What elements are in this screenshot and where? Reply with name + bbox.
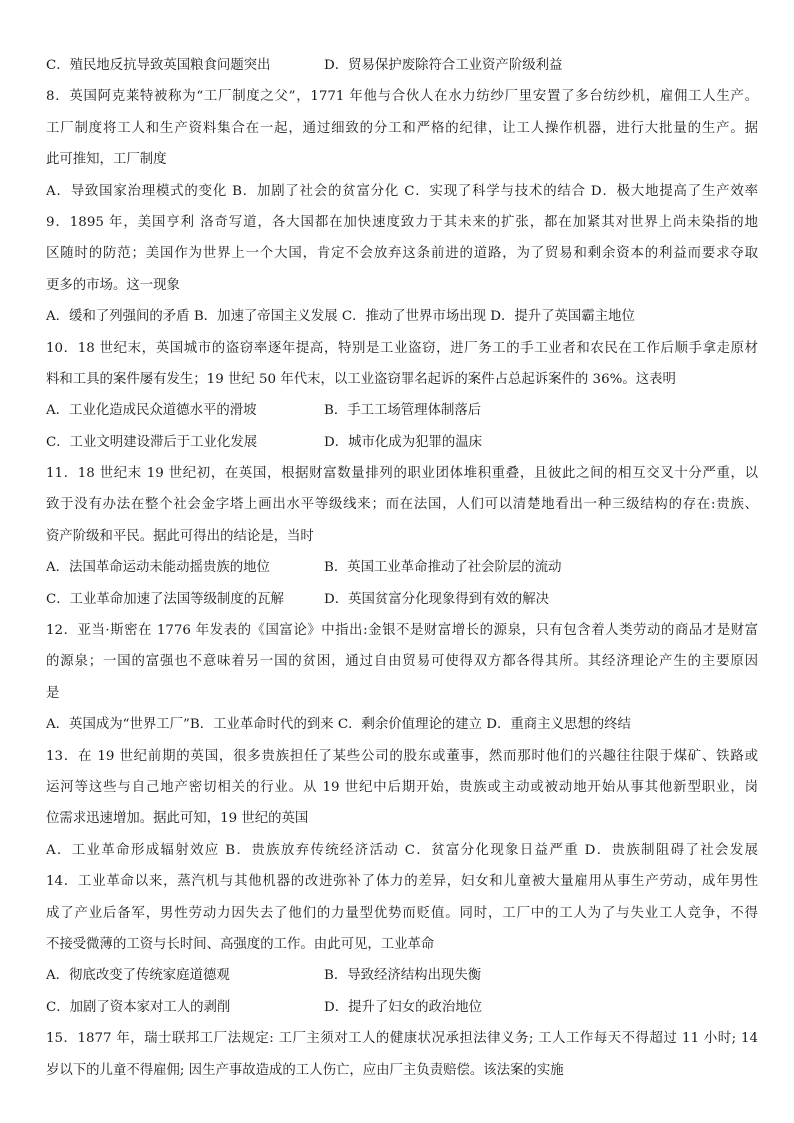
question-8-stem-line-2: 工厂制度将工人和生产资料集合在一起，通过细致的分工和严格的纪律，让工人操作机器，进行大批量的生产。据	[46, 120, 758, 136]
question-11-options-row-1	[46, 552, 758, 583]
question-8-stem-line-1: 8．英国阿克莱特被称为“工厂制度之父”，1771 年他与合伙人在水力纺纱厂里安置了多台纺纱机，雇佣工人生产。	[46, 89, 758, 105]
question-11-stem-line-2: 致于没有办法在整个社会金字塔上画出水平等级线来；而在法国，人们可以清楚地看出一种三级结构的存在:贵族、	[46, 497, 758, 513]
question-13-stem-line-2: 运河等这些与自己地产密切相关的行业。从 19 世纪中后期开始，贵族或主动或被动地开始从事其他新型职业，岗	[46, 779, 758, 795]
question-14-stem-line-3: 不接受微薄的工资与长时间、高强度的工作。由此可见，工业革命	[46, 936, 435, 952]
question-8-options[interactable]: A．导致国家治理模式的变化 B．加剧了社会的贫富分化 C．实现了科学与技术的结合 D．极大地提高了生产效率	[46, 183, 758, 199]
option-14d[interactable]: D．提升了妇女的政治地位	[324, 999, 483, 1015]
question-8-stem-line-3: 此可推知，工厂制度	[46, 152, 167, 168]
question-14-options-row-1	[46, 960, 758, 991]
option-7c[interactable]: C．殖民地反抗导致英国粮食问题突出	[46, 58, 271, 73]
option-14b[interactable]: B．导致经济结构出现失衡	[324, 968, 482, 984]
question-12-options[interactable]: A．英国成为“世界工厂”B．工业革命时代的到来 C．剩余价值理论的建立 D．重商主义思想的终结	[46, 717, 631, 733]
question-12-stem-line-3: 是	[46, 685, 60, 701]
question-11-options-row-2	[46, 584, 758, 615]
question-11-stem-line-1: 11．18 世纪末 19 世纪初，在英国，根据财富数量排列的职业团体堆积重叠，且彼此之间的相互交叉十分严重，以	[46, 466, 758, 482]
question-9-stem-line-3: 更多的市场。这一现象	[46, 277, 180, 293]
question-7-options-row	[46, 50, 758, 81]
option-11a[interactable]: A．法国革命运动未能动摇贵族的地位	[46, 560, 270, 576]
option-11d[interactable]: D．英国贫富分化现象得到有效的解决	[324, 591, 549, 607]
question-13-options[interactable]: A．工业革命形成辐射效应 B．贵族放弃传统经济活动 C．贫富分化现象日益严重 D．贵族制阻碍了社会发展	[46, 842, 758, 858]
option-14a[interactable]: A．彻底改变了传统家庭道德观	[46, 968, 230, 984]
option-7d[interactable]: D．贸易保护废除符合工业资产阶级利益	[324, 58, 563, 73]
question-11-stem-line-3: 资产阶级和平民。据此可得出的结论是，当时	[46, 528, 314, 544]
question-14-options-row-2	[46, 992, 758, 1023]
question-10-options-row-1	[46, 395, 758, 426]
option-11b[interactable]: B．英国工业革命推动了社会阶层的流动	[324, 560, 562, 576]
question-9-stem-line-1: 9．1895 年，美国亨利 洛奇写道，各大国都在加快速度致力于其未来的扩张，都在加紧其对世界上尚未染指的地	[46, 214, 758, 230]
question-12-stem-line-1: 12．亚当·斯密在 1776 年发表的《国富论》中指出:金银不是财富增长的源泉，只有包含着人类劳动的商品才是财富	[46, 623, 758, 639]
question-15-stem-line-1: 15．1877 年，瑞士联邦工厂法规定: 工厂主须对工人的健康状况承担法律义务; 工人工作每天不得超过 11 小时; 14	[46, 1031, 758, 1047]
question-10-stem-line-2: 料和工具的案件屡有发生；19 世纪 50 年代末，以工业盗窃罪名起诉的案件占总起诉案件的 36%。这表明	[46, 371, 676, 387]
question-15-stem-line-2: 岁以下的儿童不得雇佣; 因生产事故造成的工人伤亡，应由厂主负责赔偿。该法案的实施	[46, 1062, 564, 1078]
question-9-options[interactable]: A．缓和了列强间的矛盾 B．加速了帝国主义发展 C．推动了世界市场出现 D．提升了英国霸主地位	[46, 309, 635, 325]
option-11c[interactable]: C．工业革命加速了法国等级制度的瓦解	[46, 591, 284, 607]
option-14c[interactable]: C．加剧了资本家对工人的剥削	[46, 999, 231, 1015]
question-14-stem-line-2: 成了产业后备军，男性劳动力因失去了他们的力量型优势而贬值。同时，工厂中的工人为了与失业工人竞争，不得	[46, 905, 758, 921]
question-13-stem-line-1: 13．在 19 世纪前期的英国，很多贵族担任了某些公司的股东或董事，然而那时他们的兴趣往往限于煤矿、铁路或	[46, 748, 758, 764]
option-10a[interactable]: A．工业化造成民众道德水平的滑坡	[46, 403, 257, 419]
question-9-stem-line-2: 区随时的防范；美国作为世界上一个大国，肯定不会放弃这条前进的道路，为了贸易和剩余资本的利益而要求夺取	[46, 246, 758, 262]
exam-page	[46, 50, 758, 1086]
question-13-stem-line-3: 位需求迅速增加。据此可知，19 世纪的英国	[46, 811, 309, 827]
option-10d[interactable]: D．城市化成为犯罪的温床	[324, 434, 483, 450]
option-10b[interactable]: B．手工工场管理体制落后	[324, 403, 482, 419]
question-10-stem-line-1: 10．18 世纪末，英国城市的盗窃率逐年提高，特别是工业盗窃，进厂务工的手工业者和农民在工作后顺手拿走原材	[46, 340, 758, 356]
question-10-options-row-2	[46, 427, 758, 458]
option-10c[interactable]: C．工业文明建设滞后于工业化发展	[46, 434, 258, 450]
question-14-stem-line-1: 14．工业革命以来，蒸汽机与其他机器的改进弥补了体力的差异，妇女和儿童被大量雇用从事生产劳动，成年男性	[46, 874, 758, 890]
question-12-stem-line-2: 的源泉；一国的富强也不意味着另一国的贫困，通过自由贸易可使得双方都各得其所。其经济理论产生的主要原因	[46, 654, 758, 670]
